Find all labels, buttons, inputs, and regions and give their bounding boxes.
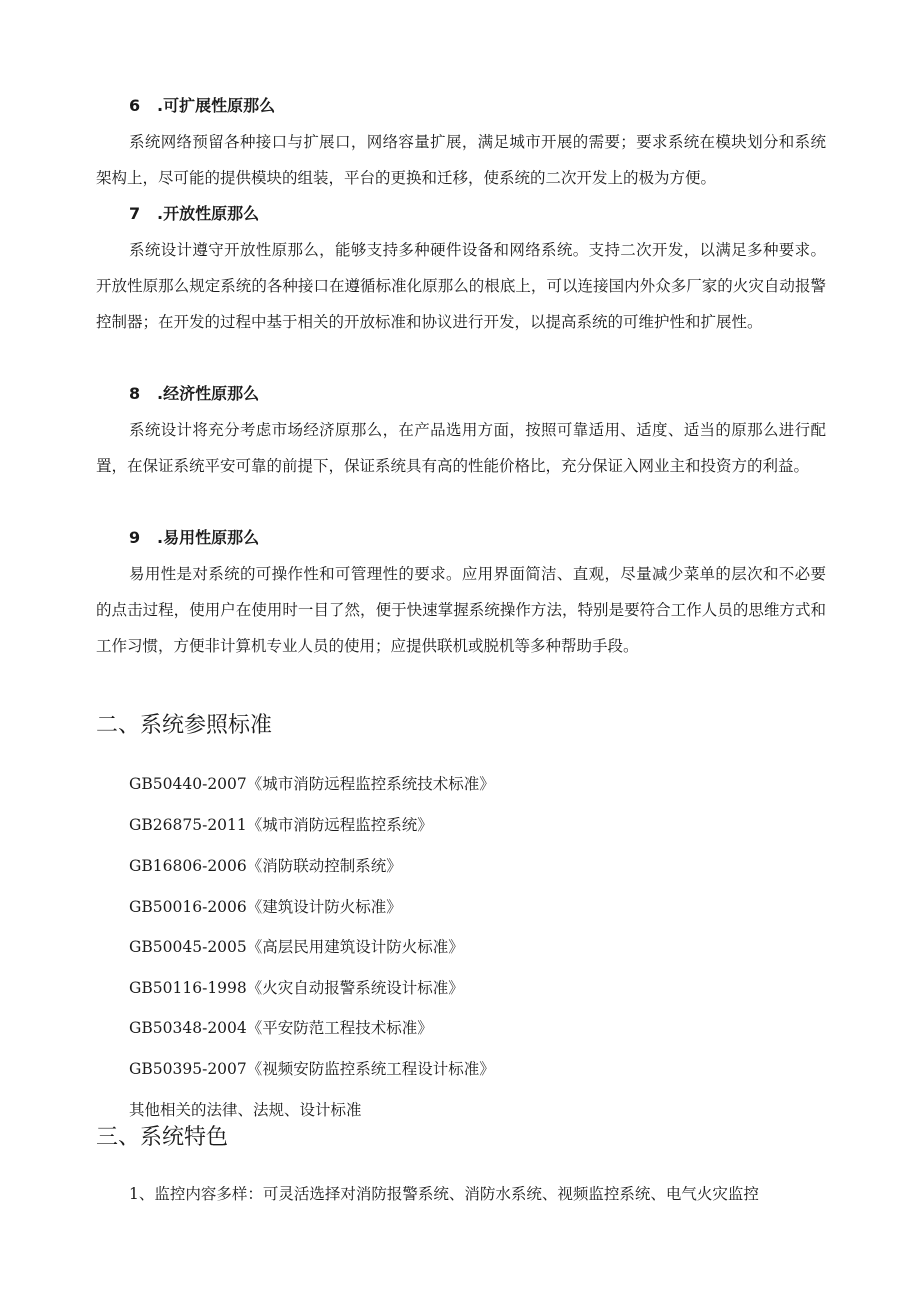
section-title: .经济性原那么 [157, 384, 260, 403]
section-7-paragraph: 系统设计遵守开放性原那么，能够支持多种硬件设备和网络系统。支持二次开发，以满足多种要求。开放性原那么规定系统的各种接口在遵循标准化原那么的根底上，可以连接国内外众多厂家的火灾自动报警控制器；在开发的过程中基于相关的开放标准和协议进行开发，以提高系统的可维护性和扩展性。 [96, 241, 826, 331]
section-number: 7 [129, 204, 141, 223]
chapter-2-heading: 二、系统参照标准 [96, 713, 273, 738]
standard-item-other: 其他相关的法律、法规、设计标准 [129, 1101, 362, 1119]
section-8-heading [129, 384, 259, 404]
standard-item: GB50395-2007《视频安防监控系统工程设计标准》 [129, 1060, 495, 1078]
standard-item: GB50116-1998《火灾自动报警系统设计标准》 [129, 979, 464, 997]
section-title: .易用性原那么 [157, 528, 260, 547]
section-number: 8 [129, 384, 141, 403]
section-8-paragraph: 系统设计将充分考虑市场经济原那么，在产品选用方面，按照可靠适用、适度、适当的原那么进行配置，在保证系统平安可靠的前提下，保证系统具有高的性能价格比，充分保证入网业主和投资方的利益。 [96, 421, 826, 475]
standard-item: GB50016-2006《建筑设计防火标准》 [129, 898, 402, 916]
section-number: 9 [129, 528, 141, 547]
section-9-heading [129, 528, 259, 548]
section-6-paragraph: 系统网络预留各种接口与扩展口，网络容量扩展，满足城市开展的需要；要求系统在模块划分和系统架构上，尽可能的提供模块的组装，平台的更换和迁移，使系统的二次开发上的极为方便。 [96, 133, 826, 187]
section-9-paragraph: 易用性是对系统的可操作性和可管理性的要求。应用界面简洁、直观，尽量减少菜单的层次和不必要的点击过程，使用户在使用时一目了然，便于快速掌握系统操作方法，特别是要符合工作人员的思维方式和工作习惯，方便非计算机专业人员的使用；应提供联机或脱机等多种帮助手段。 [96, 565, 826, 655]
standard-item: GB50045-2005《高层民用建筑设计防火标准》 [129, 938, 464, 956]
section-7-heading [129, 204, 259, 224]
standard-item: GB16806-2006《消防联动控制系统》 [129, 857, 402, 875]
standard-item: GB50440-2007《城市消防远程监控系统技术标准》 [129, 775, 495, 793]
section-title: .开放性原那么 [157, 204, 260, 223]
section-number: 6 [129, 96, 141, 115]
chapter-3-heading: 三、系统特色 [96, 1125, 229, 1150]
section-title: .可扩展性原那么 [157, 96, 276, 115]
section-6-heading [129, 96, 275, 116]
standard-item: GB50348-2004《平安防范工程技术标准》 [129, 1019, 433, 1037]
feature-item-1: 1、监控内容多样：可灵活选择对消防报警系统、消防水系统、视频监控系统、电气火灾监控 [129, 1185, 759, 1203]
standard-item: GB26875-2011《城市消防远程监控系统》 [129, 816, 433, 834]
